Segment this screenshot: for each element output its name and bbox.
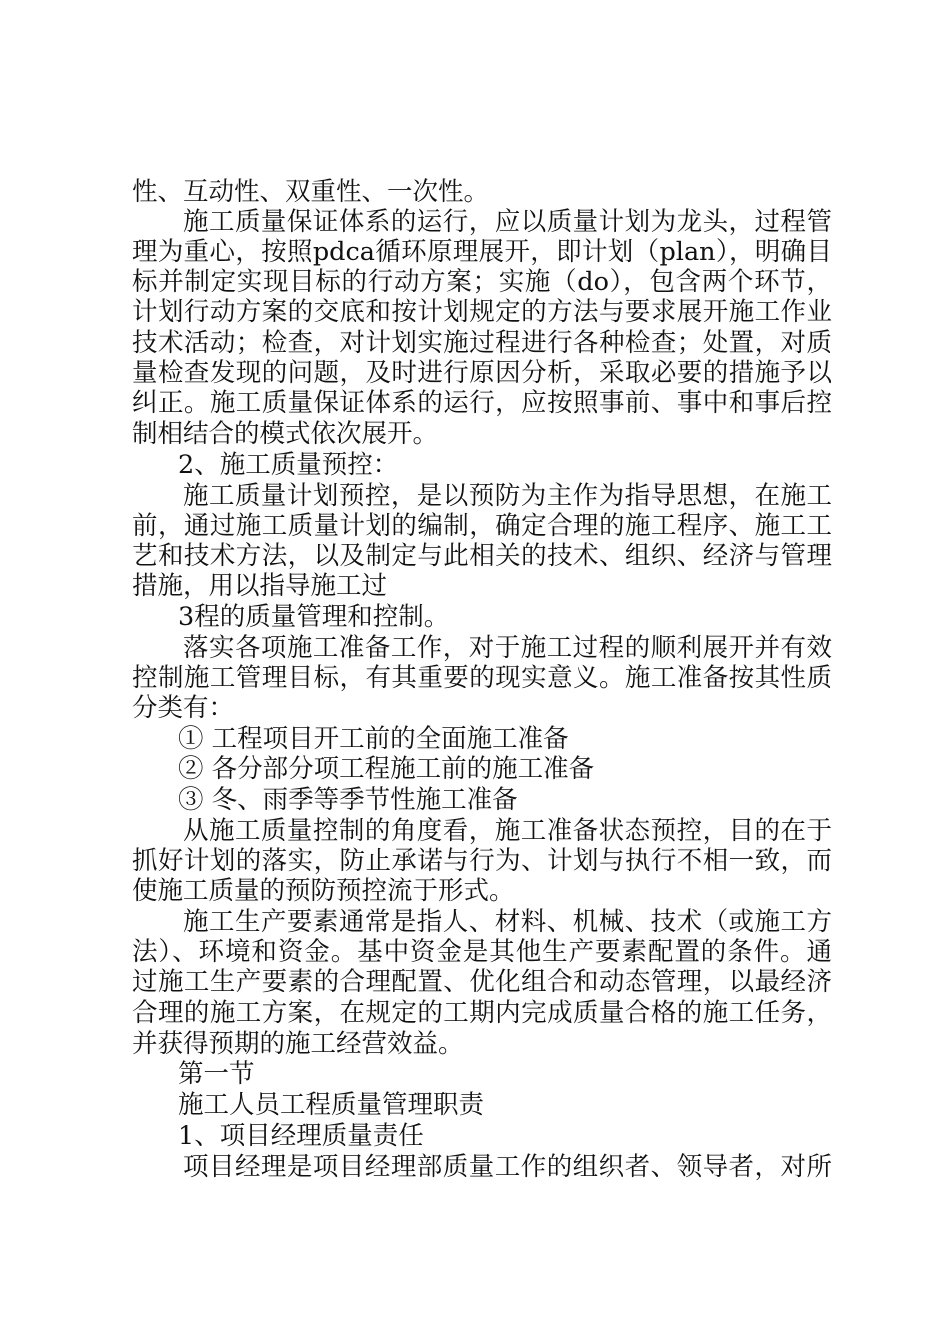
- section-heading: 施工人员工程质量管理职责: [178, 1090, 485, 1120]
- text-line: 措施，用以指导施工过: [132, 571, 388, 601]
- text-line: 合理的施工方案，在规定的工期内完成质量合格的施工任务，: [132, 998, 832, 1028]
- text-line: 抓好计划的落实，防止承诺与行为、计划与执行不相一致，而: [132, 846, 832, 876]
- text-line: 落实各项施工准备工作，对于施工过程的顺利展开并有效: [183, 633, 832, 663]
- section-heading: 第一节: [178, 1059, 255, 1089]
- text-line: 施工质量计划预控，是以预防为主作为指导思想，在施工: [183, 481, 832, 511]
- text-line: 计划行动方案的交底和按计划规定的方法与要求展开施工作业: [132, 297, 832, 327]
- text-line: 过施工生产要素的合理配置、优化组合和动态管理，以最经济: [132, 967, 832, 997]
- text-line: 纠正。施工质量保证体系的运行，应按照事前、事中和事后控: [132, 388, 832, 418]
- text-line: 使施工质量的预防预控流于形式。: [132, 876, 515, 906]
- text-line: 项目经理是项目经理部质量工作的组织者、领导者，对所: [183, 1152, 832, 1182]
- text-line: 控制施工管理目标，有其重要的现实意义。施工准备按其性质: [132, 663, 832, 693]
- text-line: 施工质量保证体系的运行，应以质量计划为龙头，过程管: [183, 207, 832, 237]
- text-line: 前，通过施工质量计划的编制，确定合理的施工程序、施工工: [132, 511, 832, 541]
- text-line: 施工生产要素通常是指人、材料、机械、技术（或施工方: [183, 907, 832, 937]
- list-item: ② 各分部分项工程施工前的施工准备: [178, 754, 595, 784]
- text-line: 制相结合的模式依次展开。: [132, 419, 439, 449]
- section-heading: 1、项目经理质量责任: [178, 1121, 424, 1151]
- text-line: 分类有：: [132, 693, 235, 723]
- text-line: 并获得预期的施工经营效益。: [132, 1029, 464, 1059]
- text-line: 技术活动；检查，对计划实施过程进行各种检查；处置，对质: [132, 328, 832, 358]
- text-line: 从施工质量控制的角度看，施工准备状态预控，目的在于: [183, 816, 832, 846]
- text-line: 艺和技术方法，以及制定与此相关的技术、组织、经济与管理: [132, 541, 832, 571]
- section-heading: 2、施工质量预控：: [178, 450, 399, 480]
- list-item: ③ 冬、雨季等季节性施工准备: [178, 785, 518, 815]
- list-item: ① 工程项目开工前的全面施工准备: [178, 724, 569, 754]
- text-line: 法）、环境和资金。基中资金是其他生产要素配置的条件。通: [132, 937, 832, 967]
- text-line: 性、互动性、双重性、一次性。: [132, 177, 490, 207]
- text-line: 标并制定实现目标的行动方案；实施（do），包含两个环节，: [132, 267, 832, 297]
- text-line: 理为重心，按照pdca循环原理展开，即计划（plan），明确目: [132, 237, 832, 267]
- text-line: 量检查发现的问题，及时进行原因分析，采取必要的措施予以: [132, 358, 832, 388]
- text-line: 3程的质量管理和控制。: [178, 602, 450, 632]
